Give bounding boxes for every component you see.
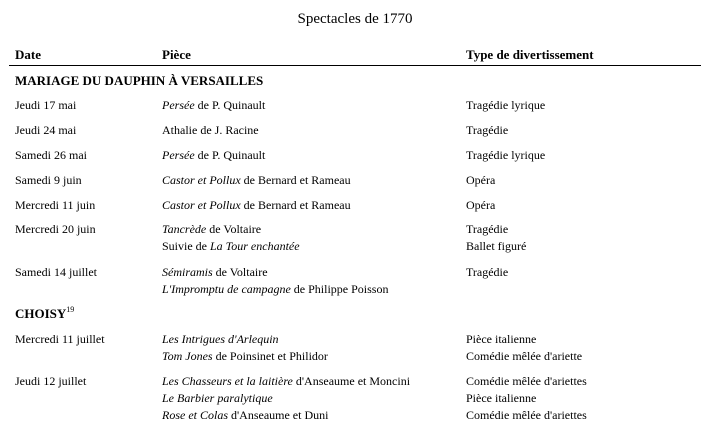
row-date: Jeudi 24 mai [15, 123, 77, 137]
row-date: Mercredi 11 juin [15, 198, 96, 212]
row-type: Pièce italienne [466, 391, 537, 405]
row-piece: Persée de P. Quinault [162, 98, 266, 112]
column-header-piece: Pièce [162, 47, 191, 62]
row-date: Jeudi 17 mai [15, 98, 77, 112]
column-header-type: Type de divertissement [466, 47, 594, 62]
row-type: Tragédie [466, 222, 509, 236]
row-piece: Sémiramis de Voltaire [162, 265, 268, 279]
section-heading-versailles [15, 72, 263, 90]
row-piece: Les Intrigues d'Arlequin [162, 332, 279, 346]
row-piece: Le Barbier paralytique [162, 391, 273, 405]
row-type: Comédie mêlée d'ariette [466, 349, 583, 363]
row-date: Samedi 9 juin [15, 173, 82, 187]
row-piece: Athalie de J. Racine [162, 123, 259, 137]
section-heading-label: MARIAGE DU DAUPHIN À VERSAILLES [15, 73, 264, 88]
row-type: Pièce italienne [466, 332, 537, 346]
section-heading-choisy [15, 305, 74, 323]
row-piece: Tom Jones de Poinsinet et Philidor [162, 349, 328, 363]
row-type: Opéra [466, 198, 496, 212]
row-piece: Persée de P. Quinault [162, 148, 266, 162]
row-date: Samedi 26 mai [15, 148, 87, 162]
footnote-marker: 19 [66, 305, 75, 314]
row-piece: Castor et Pollux de Bernard et Rameau [162, 198, 351, 212]
row-piece: Suivie de La Tour enchantée [162, 239, 300, 253]
page-title: Spectacles de 1770 [297, 11, 413, 27]
row-date: Mercredi 20 juin [15, 222, 96, 236]
row-type: Tragédie [466, 123, 509, 137]
row-type: Comédie mêlée d'ariettes [466, 408, 587, 422]
row-type: Tragédie lyrique [466, 148, 546, 162]
row-type: Comédie mêlée d'ariettes [466, 374, 587, 388]
row-date: Samedi 14 juillet [15, 265, 97, 279]
row-piece: Les Chasseurs et la laitière d'Anseaume et Moncini [162, 374, 411, 388]
section-heading-label: CHOISY [15, 306, 67, 321]
row-date: Mercredi 11 juillet [15, 332, 105, 346]
row-piece: L'Impromptu de campagne de Philippe Poisson [162, 282, 389, 296]
row-type: Ballet figuré [466, 239, 527, 253]
row-type: Opéra [466, 173, 496, 187]
header-divider [9, 65, 701, 66]
row-piece: Castor et Pollux de Bernard et Rameau [162, 173, 351, 187]
row-type: Tragédie [466, 265, 509, 279]
row-piece: Tancrède de Voltaire [162, 222, 262, 236]
row-type: Tragédie lyrique [466, 98, 546, 112]
column-header-date: Date [15, 47, 41, 62]
row-piece: Rose et Colas d'Anseaume et Duni [162, 408, 329, 422]
row-date: Jeudi 12 juillet [15, 374, 87, 388]
